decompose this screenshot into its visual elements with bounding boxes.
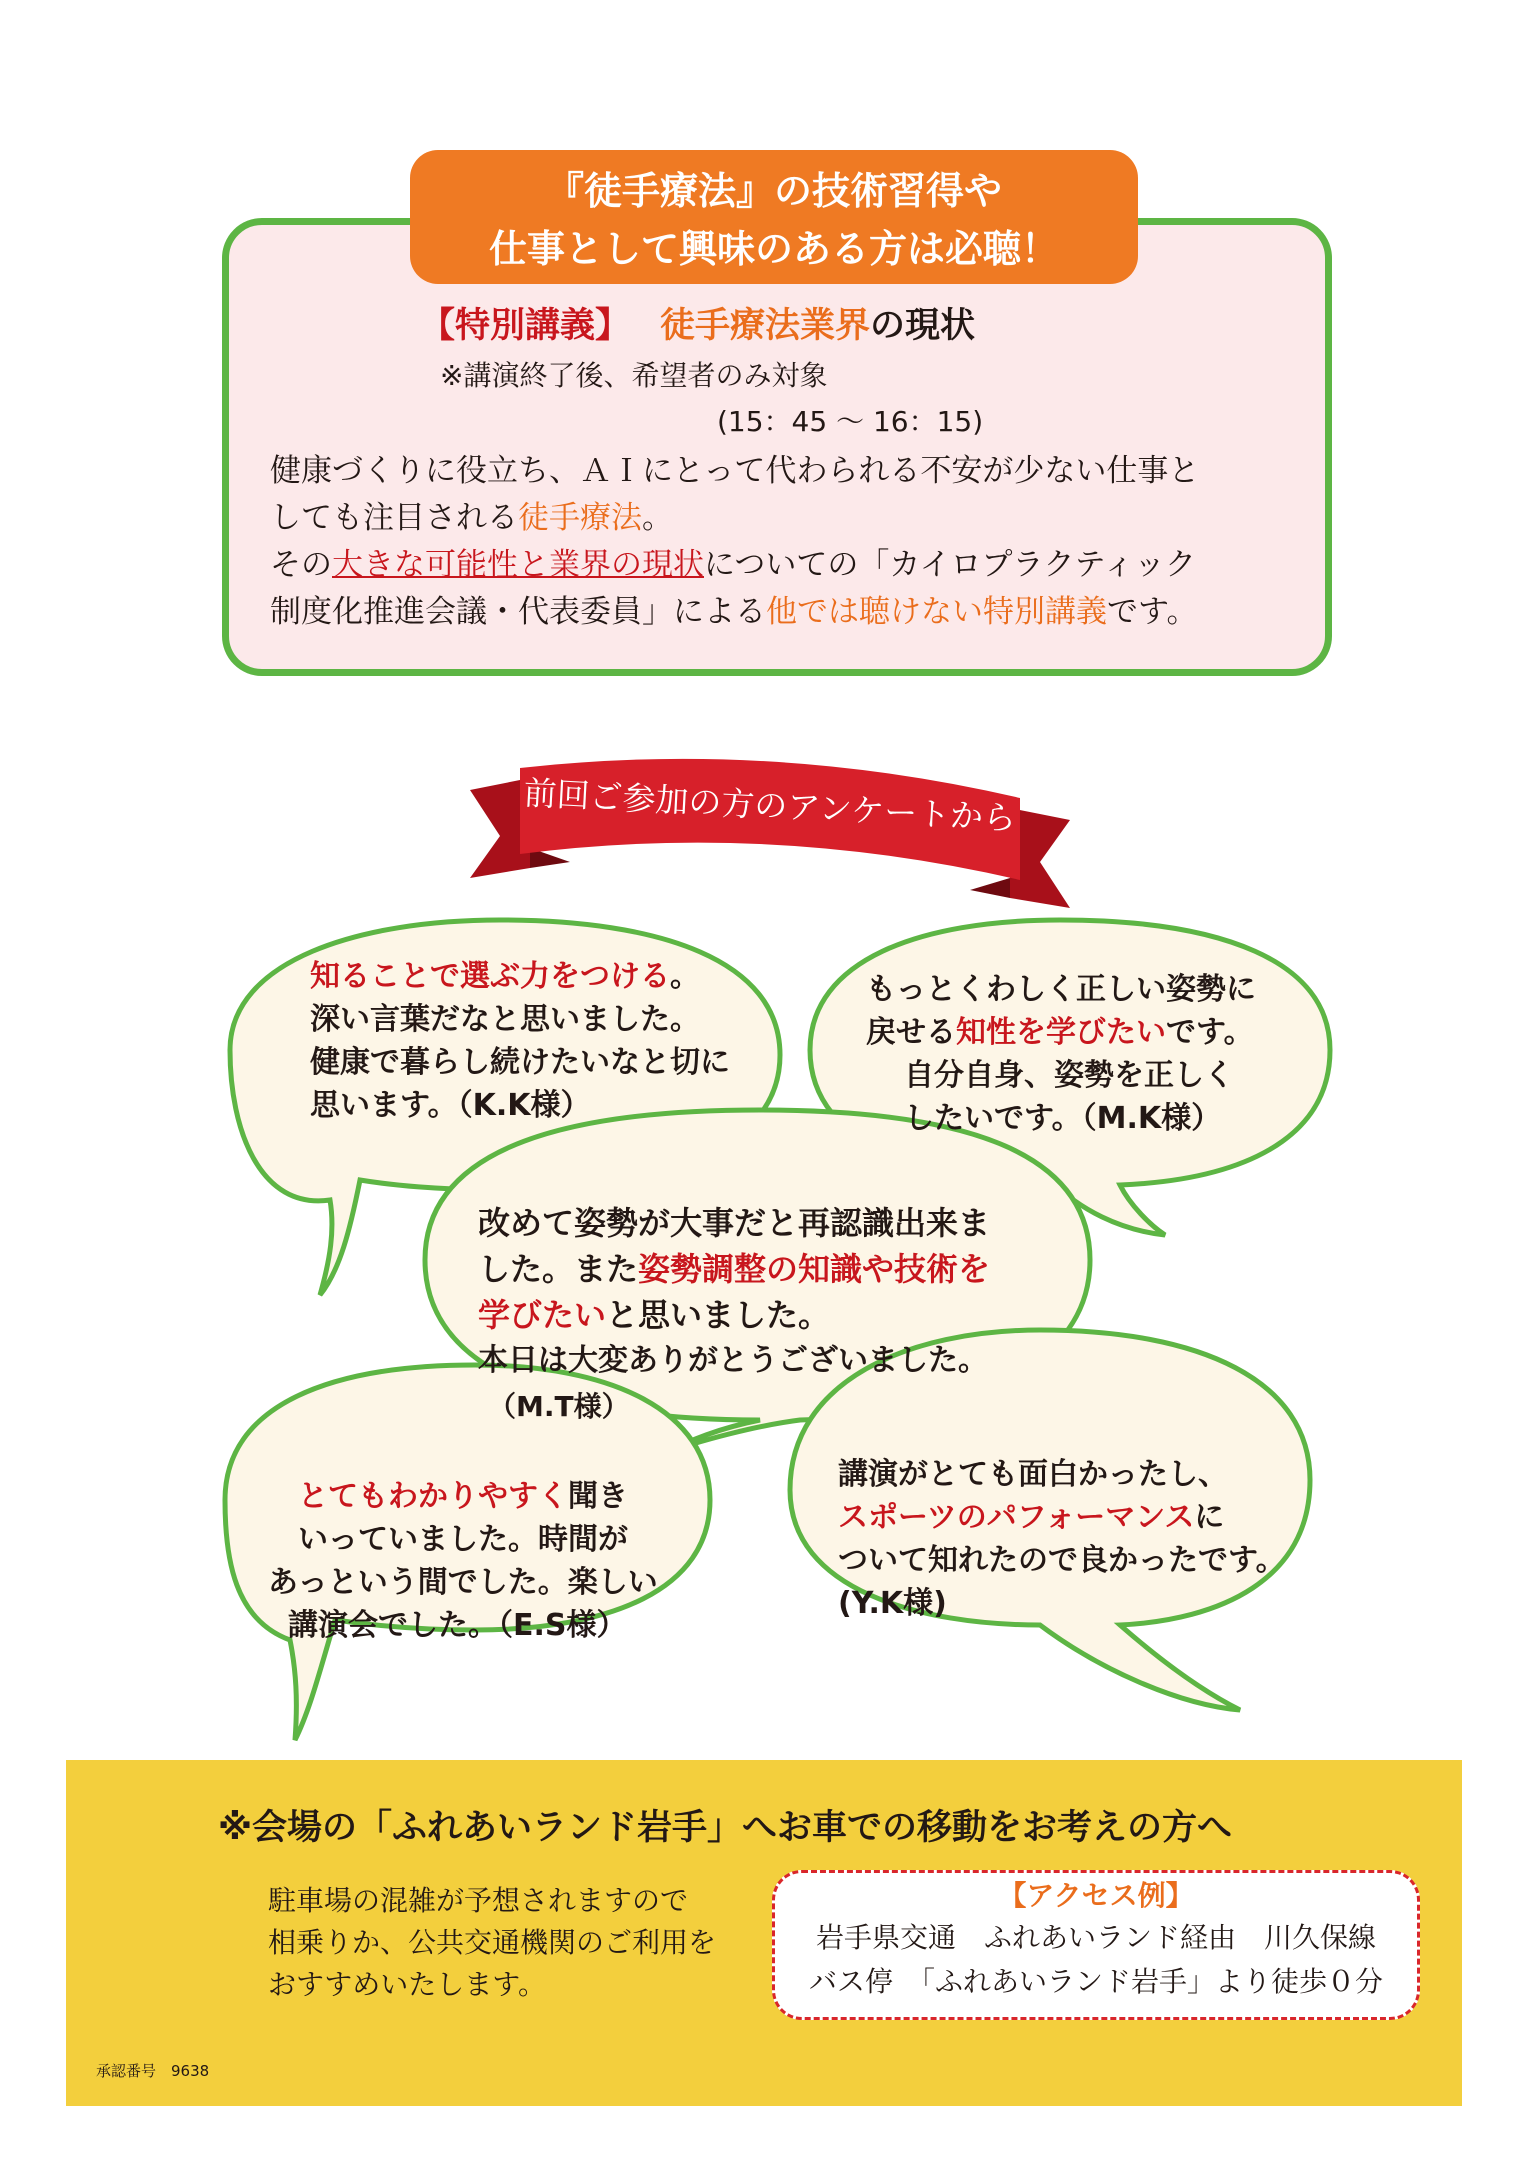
- access-example-lines: 岩手県交通 ふれあいランド経由 川久保線 バス停 「ふれあいランド岩手」より徒歩０分: [808, 1921, 1383, 1998]
- desc-line-2: しても注目される徒手療法。: [270, 500, 673, 536]
- heading-rest: の現状: [870, 306, 976, 346]
- bubble-2-text: もっとくわしく正しい姿勢に 戻せる知性を学びたいです。 自分自身、姿勢を正しく したいです。（M.K様）: [866, 972, 1256, 1136]
- bubble-1-text: 知ることで選ぶ力をつける。 深い言葉だなと思いました。 健康で暮らし続けたいなと切に 思います。（K.K様）: [310, 959, 730, 1123]
- desc-line-1: 健康づくりに役立ち、ＡＩにとって代わられる不安が少ない仕事と: [270, 453, 1200, 489]
- parking-notice-title: ※会場の「ふれあいランド岩手」へお車での移動をお考えの方へ: [218, 1808, 1233, 1848]
- desc-line-4: 制度化推進会議・代表委員」による他では聴けない特別講義です。: [270, 594, 1198, 630]
- survey-ribbon-label: 前回ご参加の方のアンケートから: [522, 773, 1018, 838]
- bubble-4-text: とてもわかりやすく聞き いっていました。時間が あっという間でした。楽しい 講演会でした。（E.S様）: [268, 1479, 658, 1643]
- lecture-heading: [420, 298, 975, 348]
- access-example-title: 【アクセス例】: [998, 1879, 1194, 1912]
- bubble-3-text: 改めて姿勢が大事だと再認識出来ま した。また姿勢調整の知識や技術を 学びたいと思いました。 本日は大変ありがとうございました。 （M.T様）: [478, 1204, 991, 1423]
- desc-line-3: その大きな可能性と業界の現状についての「カイロプラクティック: [270, 547, 1196, 583]
- lecture-note: ※講演終了後、希望者のみ対象: [440, 359, 828, 392]
- heading-bracket: 【特別講義】: [420, 306, 631, 346]
- lecture-time: (15：45 〜 16：15): [717, 405, 984, 438]
- bubble-5-text: 講演がとても面白かったし、 スポーツのパフォーマンスに ついて知れたので良かったです。 (Y.K様): [838, 1457, 1286, 1621]
- headline-tab: [410, 150, 1138, 284]
- approval-number: 承認番号 9638: [96, 2062, 210, 2080]
- headline-line-2: 仕事として興味のある方は必聴！: [488, 227, 1059, 271]
- parking-notice-body: 駐車場の混雑が予想されますので 相乗りか、公共交通機関のご利用を おすすめいたします。: [268, 1884, 717, 2001]
- heading-topic: 徒手療法業界: [660, 306, 871, 346]
- lecture-description: [270, 448, 1290, 636]
- headline-line-1: 『徒手療法』の技術習得や: [545, 169, 1002, 213]
